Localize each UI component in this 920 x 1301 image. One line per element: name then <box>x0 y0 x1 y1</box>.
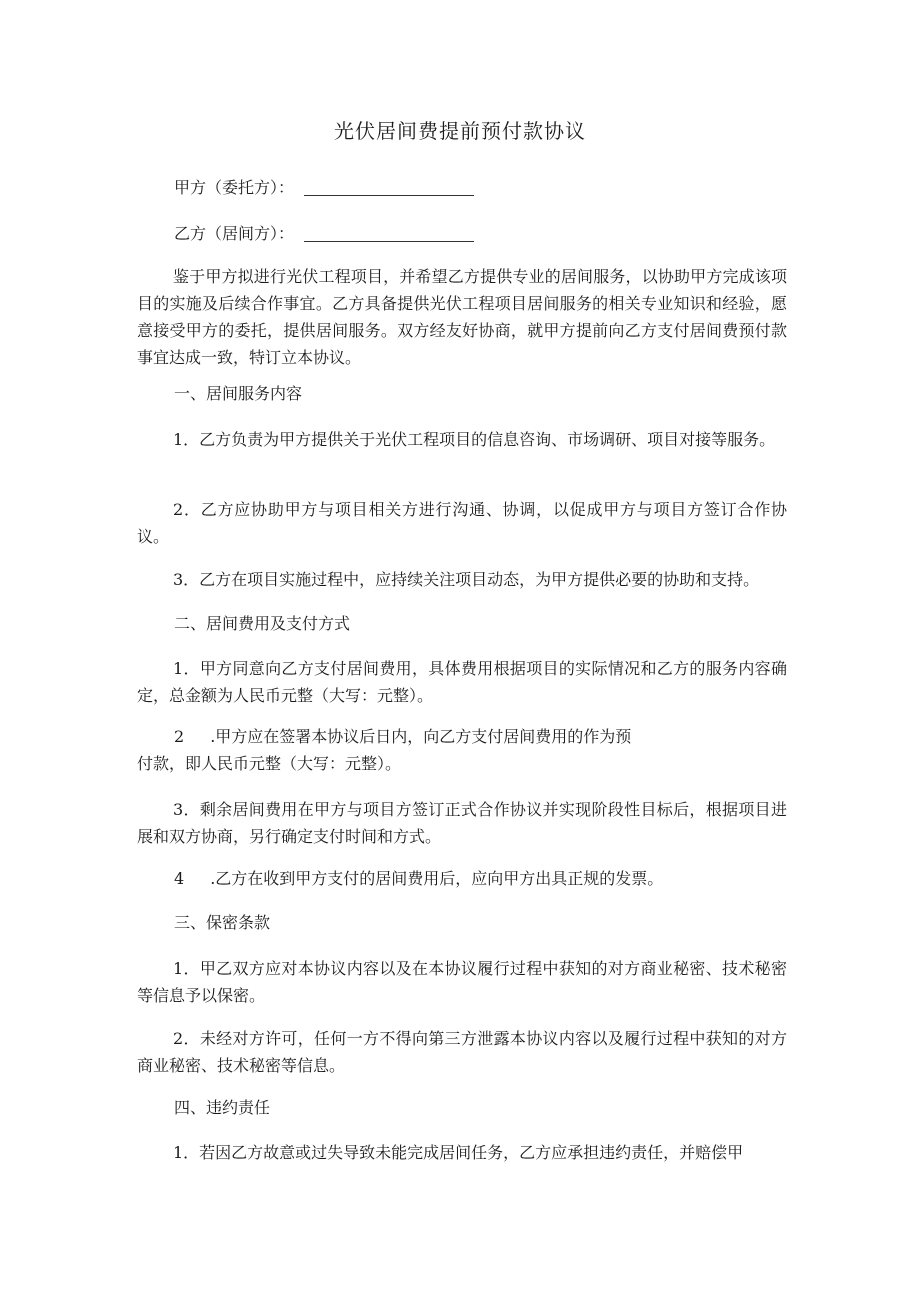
clause-text: .甲方应在签署本协议后日内，向乙方支付居间费用的作为预 <box>210 727 632 746</box>
clause-paragraph: 2．未经对方许可，任何一方不得向第三方泄露本协议内容以及履行过程中获知的对方商业秘密、技术秘密等信息。 <box>137 1029 787 1075</box>
clause-line <box>174 866 663 892</box>
party-a-label: 甲方（委托方）： <box>174 178 295 197</box>
clause-line <box>174 724 631 750</box>
section-heading: 三、保密条款 <box>174 913 271 932</box>
section-heading: 一、居间服务内容 <box>174 384 303 403</box>
clause-text: .乙方在收到甲方支付的居间费用后，应向甲方出具正规的发票。 <box>210 869 664 888</box>
clause-number: 4 <box>174 869 185 888</box>
clause-continuation: 付款，即人民币元整（大写：元整）。 <box>137 754 402 773</box>
clause-paragraph: 3．乙方在项目实施过程中，应持续关注项目动态，为甲方提供必要的协助和支持。 <box>173 570 760 589</box>
party-a-blank <box>304 181 474 196</box>
clause-number: 2 <box>174 727 185 746</box>
clause-paragraph: 1．乙方负责为甲方提供关于光伏工程项目的信息咨询、市场调研、项目对接等服务。 <box>173 430 776 449</box>
party-b-blank <box>304 227 474 242</box>
party-b-line <box>174 221 474 247</box>
clause-paragraph: 1．甲乙双方应对本协议内容以及在本协议履行过程中获知的对方商业秘密、技术秘密等信息予以保密。 <box>137 959 787 1005</box>
clause-paragraph: 1．若因乙方故意或过失导致未能完成居间任务，乙方应承担违约责任，并赔偿甲 <box>173 1143 744 1162</box>
party-b-label: 乙方（居间方）： <box>174 224 295 243</box>
party-a-line <box>174 175 474 201</box>
clause-paragraph: 3．剩余居间费用在甲方与项目方签订正式合作协议并实现阶段性目标后，根据项目进展和双方协商，另行确定支付时间和方式。 <box>137 800 787 846</box>
clause-paragraph: 2．乙方应协助甲方与项目相关方进行沟通、协调，以促成甲方与项目方签订合作协议。 <box>137 500 787 546</box>
section-heading: 四、违约责任 <box>174 1098 271 1117</box>
preamble-paragraph: 鉴于甲方拟进行光伏工程项目，并希望乙方提供专业的居间服务，以协助甲方完成该项目的实施及后续合作事宜。乙方具备提供光伏工程项目居间服务的相关专业知识和经验，愿意接受甲方的委托，提供居间服务。双方经友好协商，就甲方提前向乙方支付居间费预付款事宜达成一致，特订立本协议。 <box>137 267 787 367</box>
document-title: 光伏居间费提前预付款协议 <box>334 119 586 143</box>
clause-paragraph: 1．甲方同意向乙方支付居间费用，具体费用根据项目的实际情况和乙方的服务内容确定，总金额为人民币元整（大写：元整）。 <box>137 659 787 705</box>
section-heading: 二、居间费用及支付方式 <box>174 614 351 633</box>
